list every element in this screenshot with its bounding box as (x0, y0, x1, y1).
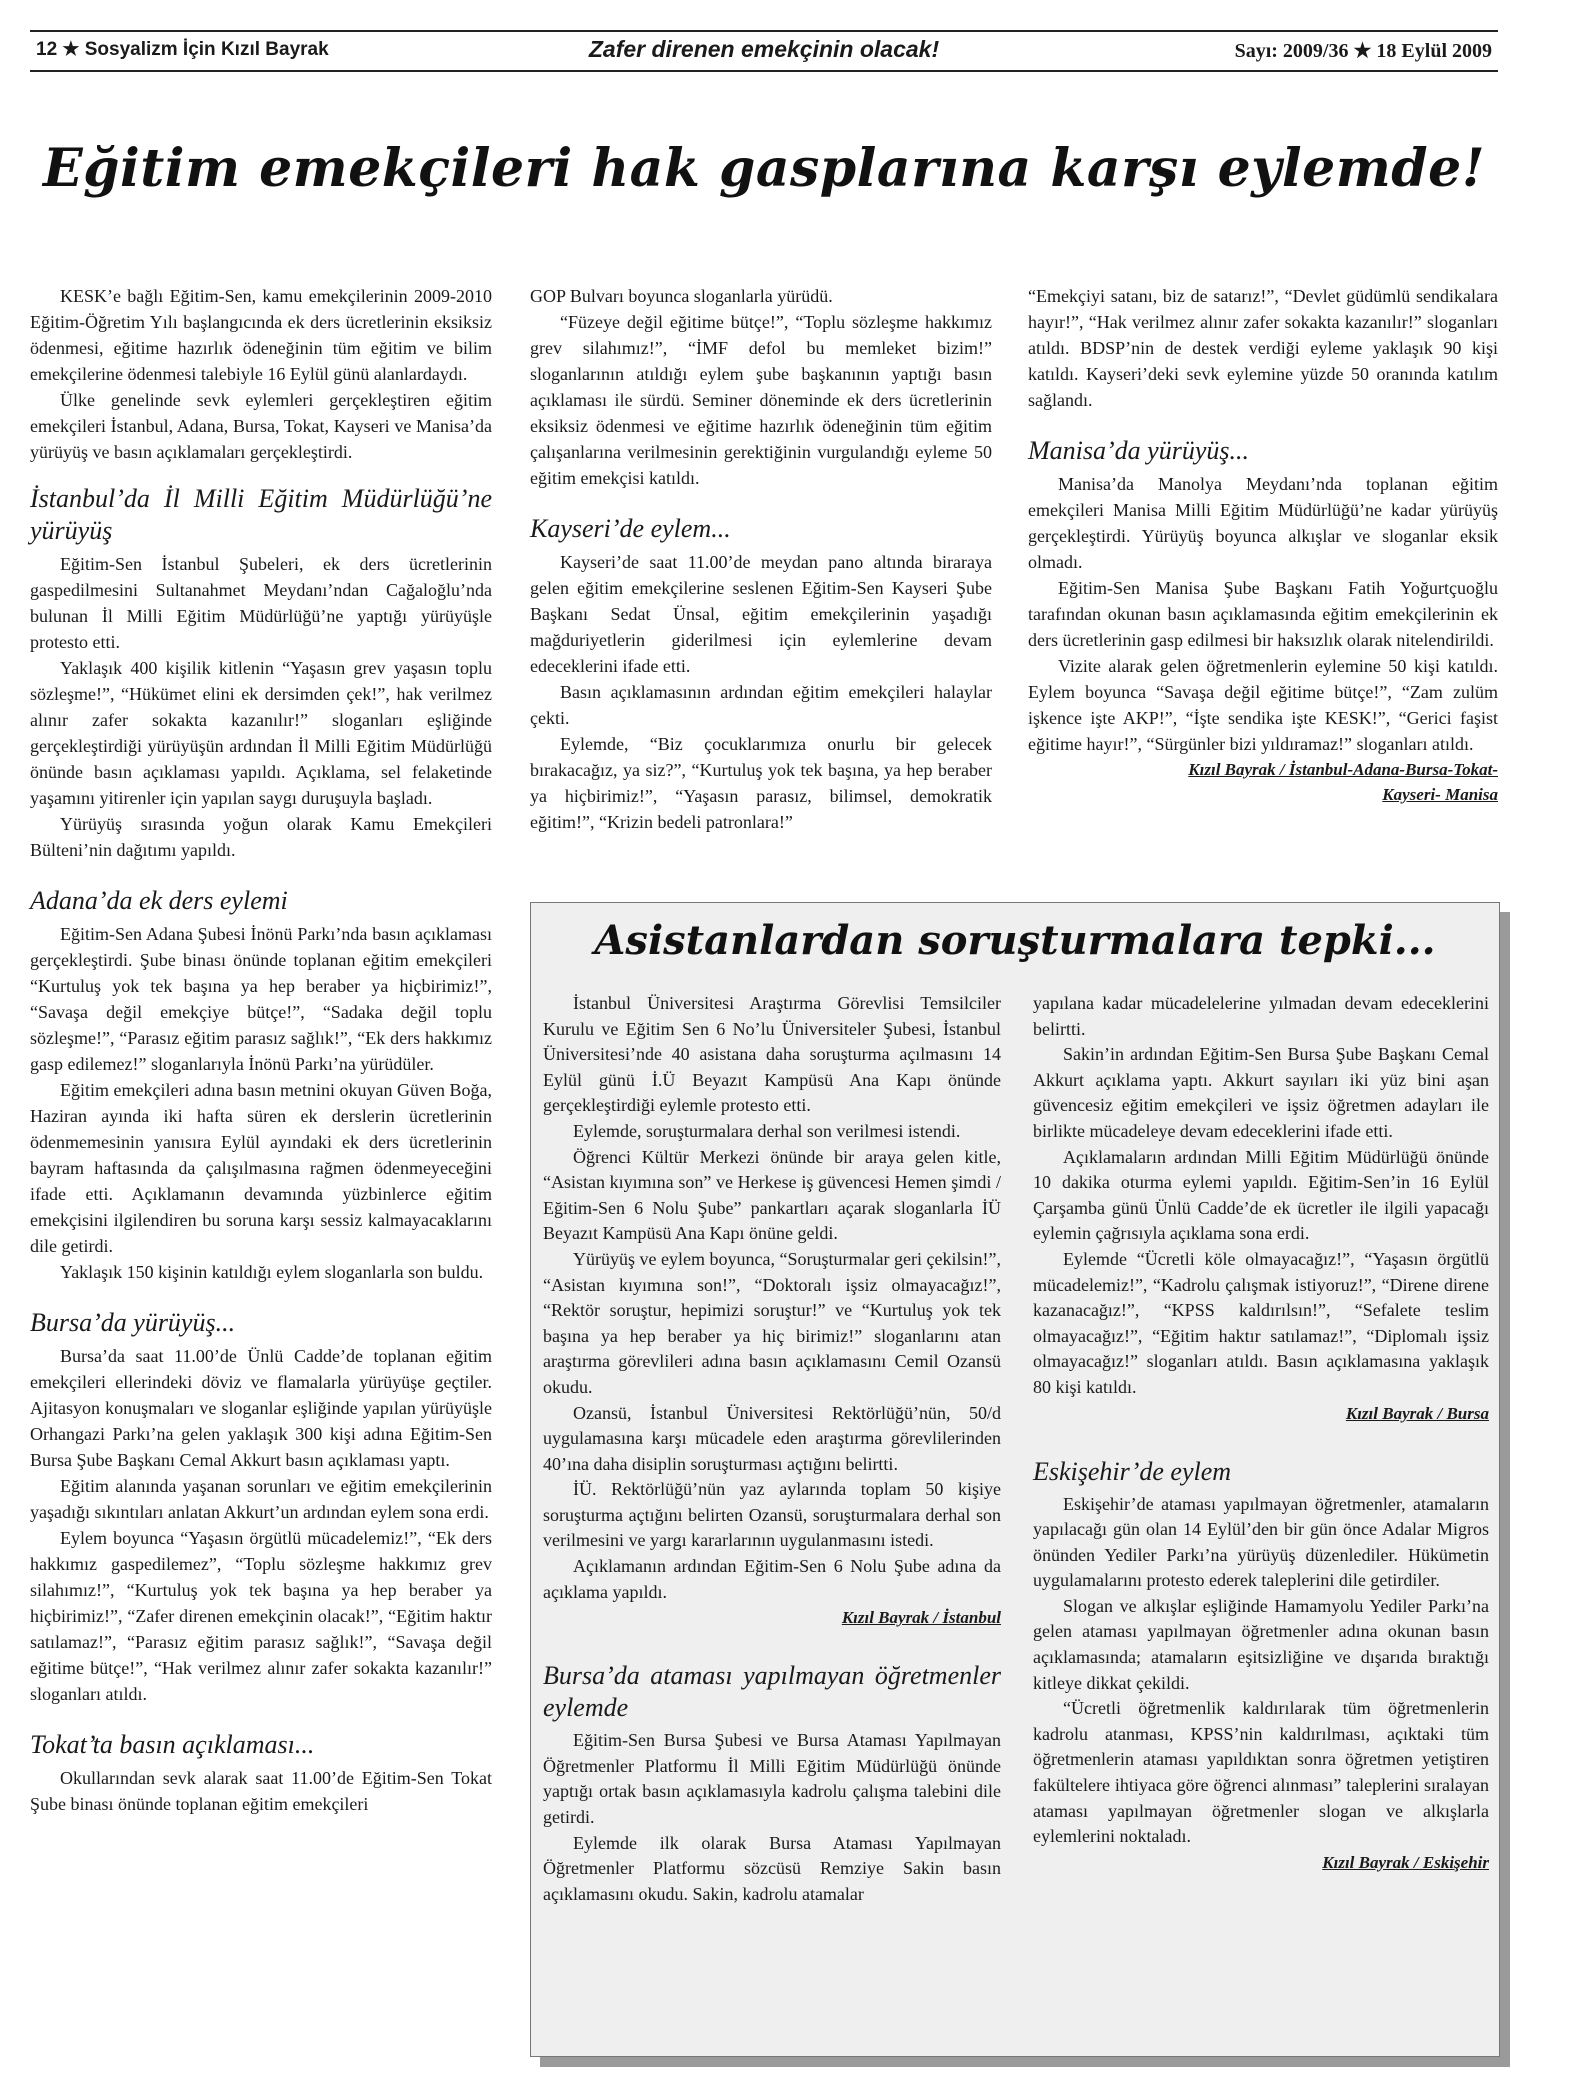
issue-date: Sayı: 2009/36 ★ 18 Eylül 2009 (1234, 40, 1492, 62)
paragraph: Kayseri’de saat 11.00’de meydan pano altında biraraya gelen eğitim emekçilerine seslenen Eğitim-Sen Kayseri Şube Başkanı Sedat Ünsal, eğitim emekçilerinin yaşadığı mağduriyetlerin giderilmesi için eylemlerine devam edeceklerini ifade etti. (530, 552, 992, 676)
paragraph: Bursa’da saat 11.00’de Ünlü Cadde’de toplanan eğitim emekçileri ellerindeki döviz ve flamalarla yürüyüşe geçtiler. Ajitasyon konuşmaları ve sloganlar eşliğinde yapılan yürüyüşle Orhangazi Parkı’na gelen yaklaşık 300 kişi adına Eğitim-Sen Bursa Şube Başkanı Cemal Akkurt basın açıklaması yaptı. (30, 1346, 492, 1470)
subheading-adana: Adana’da ek ders eylemi (30, 886, 288, 915)
subheading-istanbul: İstanbul’da İl Milli Eğitim Müdürlüğü’ne yürüyüş (30, 484, 492, 545)
article-column-1 (30, 283, 492, 1817)
article-column-2 (530, 283, 992, 835)
byline: Kızıl Bayrak / İstanbul (841, 1608, 1001, 1628)
paragraph: “Emekçiyi satanı, biz de satarız!”, “Devlet güdümlü sendikalara hayır!”, “Hak verilmez alınır zafer sokakta kazanılır!” sloganları atıldı. BDSP’nin de destek verdiği eyleme yaklaşık 90 kişi katıldı. Kayseri’deki sevk eylemine yüzde 50 oranında katılım sağlandı. (1028, 286, 1498, 410)
paragraph: Açıklamanın ardından Eğitim-Sen 6 Nolu Şube adına da açıklama yapıldı. (543, 1556, 1001, 1602)
paragraph: “Ücretli öğretmenlik kaldırılarak tüm öğretmenlerin kadrolu atanması, KPSS’nin kaldırılması, açıktaki tüm öğretmenlerin ataması yapıldıktan sonra öğretmen yetiştiren fakültelere ihtiyaca göre öğrenci alınması” taleplerini sıralayan ataması yapılmayan öğretmenler slogan ve alkışlarla eylemlerini noktaladı. (1033, 1698, 1489, 1847)
paragraph: Öğrenci Kültür Merkezi önünde bir araya gelen kitle, “Asistan kıyımına son” ve Herkese iş güvencesi Hemen şimdi / Eğitim-Sen 6 Nolu Şube” pankartları açarak sloganlarla İÜ Beyazıt Kampüsü Ana Kapı önüne geldi. (543, 1146, 1001, 1244)
paragraph: Eylemde, soruşturmalara derhal son verilmesi istendi. (573, 1120, 961, 1141)
byline-line-2: Kayseri- Manisa (1382, 785, 1498, 804)
paragraph: Eğitim-Sen Adana Şubesi İnönü Parkı’nda basın açıklaması gerçekleştirdi. Şube binası önünde toplanan eğitim emekçileri “Kurtuluş yok tek başına ya hep beraber ya hiçbirimiz!”, “Savaşa değil emekçiye bütçe!”, “Sadaka değil toplu sözleşme!”, “Parasız eğitim parasız sağlık!”, “Ek ders hakkımız gasp edilemez!” sloganlarıyla İnönü Parkı’na yürüdüler. (30, 924, 492, 1074)
paragraph: Yaklaşık 400 kişilik kitlenin “Yaşasın grev yaşasın toplu sözleşme!”, “Hükümet elini ek dersimden çek!”, hak verilmez alınır zafer sokakta kazanılır!” sloganları eşliğinde gerçekleştirdiği yürüyüşün ardından İl Milli Eğitim Müdürlüğü önünde basın açıklaması yapıldı. Açıklama, sel felaketinde yaşamını yitirenler için yapılan saygı duruşuyla başladı. (30, 658, 492, 808)
paragraph: Eğitim emekçileri adına basın metnini okuyan Güven Boğa, Haziran ayında iki hafta süren ek derslerin ücretlerinin ödenmemesinin yanısıra Eylül ayındaki ek ders ücretlerinin bayram haftasında da çalışılmasına rağmen ödenmeyeceğini ifade etti. Açıklamanın devamında yüzbinlerce eğitim emekçisini ilgilendiren bu soruna karşı sessiz kalmayacaklarını dile getirdi. (30, 1080, 492, 1256)
subheading-manisa: Manisa’da yürüyüş... (1028, 436, 1249, 465)
paragraph: Eylem boyunca “Yaşasın örgütlü mücadelemiz!”, “Ek ders hakkımız gaspedilemez”, “Toplu sözleşme hakkımız grev silahımız!”, “Kurtuluş yok tek başına ya hep beraber ya hiçbirimiz!”, “Zafer direnen emekçinin olacak!”, “Eğitim haktır satılamaz!”, “Parasız eğitim parasız sağlık!”, “Savaşa değil eğitime bütçe!”, “Hak verilmez alınır zafer sokakta kazanılır!” sloganları atıldı. (30, 1528, 492, 1704)
header-slogan: Zafer direnen emekçinin olacak! (588, 36, 940, 62)
subheading-bursa: Bursa’da yürüyüş... (30, 1308, 236, 1337)
byline: Kızıl Bayrak / Eskişehir (1322, 1852, 1489, 1872)
byline (1028, 757, 1498, 807)
paragraph: Eylemde “Ücretli köle olmayacağız!”, “Yaşasın örgütlü mücadelemiz!”, “Kadrolu çalışmak istiyoruz!”, “Direne direne kazanacağız!”, “KPSS kaldırılsın!”, “Sefalete teslim olmayacağız!”, “Eğitim haktır satılamaz!”, “Diplomalı işsiz olmayacağız!” sloganları atıldı. Basın açıklamasına yaklaşık 80 kişi katıldı. (1033, 1248, 1489, 1397)
paragraph: Manisa’da Manolya Meydanı’nda toplanan eğitim emekçileri Manisa Milli Eğitim Müdürlüğü’ne kadar yürüyüş gerçekleştirdi. Yürüyüş boyunca alkışlar ve sloganlar eksik olmadı. (1028, 474, 1498, 572)
paragraph: Vizite alarak gelen öğretmenlerin eylemine 50 kişi katıldı. Eylem boyunca “Savaşa değil eğitime bütçe!”, “Zam zulüm işkence işte AKP!”, “İşte sendika işte KESK!”, “Gerici faşist eğitime hayır!”, “Sürgünler bizi yıldıramaz!” sloganları atıldı. (1028, 656, 1498, 754)
box-column-right (1033, 991, 1489, 1875)
paragraph: Slogan ve alkışlar eşliğinde Hamamyolu Yediler Parkı’na gelen ataması yapılmayan öğretmenler adına okunan basın açıklamasında; atamaların eşitsizliğine ve dışarıda bıraktığı kitleye dikkat çekildi. (1033, 1595, 1489, 1693)
byline: Kızıl Bayrak / Bursa (1345, 1403, 1489, 1423)
subheading-kayseri: Kayseri’de eylem... (530, 514, 731, 543)
box-headline: Asistanlardan soruşturmalara tepki... (594, 917, 1436, 964)
subheading-bursa-teachers: Bursa’da ataması yapılmayan öğretmenler eylemde (543, 1661, 1001, 1723)
paragraph: Açıklamaların ardından Milli Eğitim Müdürlüğü önünde 10 dakika oturma eylemi yapıldı. Eğitim-Sen’in 16 Eylül Çarşamba günü Ünlü Cadde’de ek ücretler ile ilgili yapacağı eylemin çağrısıyla açıklama sona erdi. (1033, 1146, 1489, 1244)
page-number-section: 12 ★ Sosyalizm İçin Kızıl Bayrak (36, 39, 329, 60)
byline-line-1: Kızıl Bayrak / İstanbul-Adana-Bursa-Tokat- (1188, 760, 1498, 779)
boxed-article (530, 902, 1500, 2057)
box-column-left (543, 991, 1001, 1907)
paragraph: Eğitim alanında yaşanan sorunları ve eğitim emekçilerinin yaşadığı sıkıntıları anlatan Akkurt’un ardından eylem sona erdi. (30, 1476, 492, 1522)
paragraph: Basın açıklamasının ardından eğitim emekçileri halaylar çekti. (530, 682, 992, 728)
paragraph: “Füzeye değil eğitime bütçe!”, “Toplu sözleşme hakkımız grev silahımız!”, “İMF defol bu memleket bizim!” sloganlarının atıldığı eylem şube başkanının yaptığı basın açıklaması ile sürdü. Seminer döneminde ek ders ücretlerinin eksiksiz ödenmesi ve eğitime hazırlık ödeneğinin tüm eğitim çalışanlarına verilmesinin gerektiğinin vurgulandığı eyleme 50 eğitim emekçisi katıldı. (530, 312, 992, 488)
paragraph: Eğitim-Sen Bursa Şubesi ve Bursa Ataması Yapılmayan Öğretmenler Platformu İl Milli Eğitim Müdürlüğü önünde yaptığı ortak basın açıklamasıyla kadrolu çalışma talebini dile getirdi. (543, 1730, 1001, 1828)
paragraph: Eskişehir’de ataması yapılmayan öğretmenler, atamaların yapılacağı gün olan 14 Eylül’den bir gün önce Adalar Migros önünden Yediler Parkı’na yürüyüş düzenlediler. Hükümetin uygulamalarını protesto ederek taleplerini dile getirdiler. (1033, 1493, 1489, 1591)
main-headline: Eğitim emekçileri hak gasplarına karşı eylemde! (42, 138, 1486, 199)
paragraph: yapılana kadar mücadelelerine yılmadan devam edeceklerini belirtti. (1033, 993, 1489, 1039)
paragraph: KESK’e bağlı Eğitim-Sen, kamu emekçilerinin 2009-2010 Eğitim-Öğretim Yılı başlangıcında ek ders ücretlerinin eksiksiz ödenmesi, eğitime hazırlık ödeneğinin tüm eğitim ve bilim emekçilerine ödenmesi talebiyle 16 Eylül günü alanlardaydı. (30, 286, 492, 384)
paragraph: Eylemde ilk olarak Bursa Ataması Yapılmayan Öğretmenler Platformu sözcüsü Remziye Sakin basın açıklamasını okudu. Sakin, kadrolu atamalar (543, 1832, 1001, 1904)
paragraph: Yürüyüş ve eylem boyunca, “Soruşturmalar geri çekilsin!”, “Asistan kıyımına son!”, “Doktoralı işsiz olmayacağız!”, “Rektör soruştur, hepimizi soruştur!” ve “Kurtuluş yok tek başına ya hep beraber ya hiç birimiz!” sloganlarını atan araştırma görevlileri adına basın açıklamasını Cemil Ozansü okudu. (543, 1248, 1001, 1397)
paragraph: İstanbul Üniversitesi Araştırma Görevlisi Temsilciler Kurulu ve Eğitim Sen 6 No’lu Üniversiteler Şubesi, İstanbul Üniversitesi’nde 40 asistana daha soruşturma açılmasını 14 Eylül günü İ.Ü Beyazıt Kampüsü Ana Kapı önünde gerçekleştirdiği eylemle protesto etti. (543, 993, 1001, 1116)
paragraph: GOP Bulvarı boyunca sloganlarla yürüdü. (530, 286, 833, 306)
paragraph: Yürüyüş sırasında yoğun olarak Kamu Emekçileri Bülteni’nin dağıtımı yapıldı. (30, 814, 492, 860)
paragraph: Okullarından sevk alarak saat 11.00’de Eğitim-Sen Tokat Şube binası önünde toplanan eğitim emekçileri (30, 1768, 492, 1814)
page-header (30, 30, 1498, 72)
article-column-3 (1028, 283, 1498, 807)
paragraph: İÜ. Rektörlüğü’nün yaz aylarında toplam 50 kişiye soruşturma açtığını belirten Ozansü, soruşturmalara derhal son verilmesini ve yargı kararlarının uygulanmasını istedi. (543, 1479, 1001, 1551)
paragraph: Ülke genelinde sevk eylemleri gerçekleştiren eğitim emekçileri İstanbul, Adana, Bursa, Tokat, Kayseri ve Manisa’da yürüyüş ve basın açıklamaları gerçekleştirdi. (30, 390, 492, 462)
subheading-eskisehir: Eskişehir’de eylem (1033, 1456, 1232, 1486)
paragraph: Eylemde, “Biz çocuklarımıza onurlu bir gelecek bırakacağız, ya siz?”, “Kurtuluş yok tek başına, ya hep beraber ya hiçbirimiz!”, “Yaşasın parasız, bilimsel, demokratik eğitim!”, “Krizin bedeli patronlara!” (530, 734, 992, 832)
paragraph: Ozansü, İstanbul Üniversitesi Rektörlüğü’nün, 50/d uygulamasına karşı mücadele eden araştırma görevlilerinden 40’ına daha disiplin soruşturması açtığını belirtti. (543, 1402, 1001, 1474)
paragraph: Eğitim-Sen İstanbul Şubeleri, ek ders ücretlerinin gaspedilmesini Sultanahmet Meydanı’ndan Cağaloğlu’nda bulunan İl Milli Eğitim Müdürlüğü’ne yaptığı yürüyüşle protesto etti. (30, 554, 492, 652)
subheading-tokat: Tokat’ta basın açıklaması... (30, 1730, 315, 1759)
paragraph: Eğitim-Sen Manisa Şube Başkanı Fatih Yoğurtçuoğlu tarafından okunan basın açıklamasında eğitim emekçilerinin ek ders ücretlerinin gasp edilmesi bir haksızlık olarak nitelendirildi. (1028, 578, 1498, 650)
paragraph: Yaklaşık 150 kişinin katıldığı eylem sloganlarla son buldu. (60, 1262, 484, 1282)
paragraph: Sakin’in ardından Eğitim-Sen Bursa Şube Başkanı Cemal Akkurt açıklama yaptı. Akkurt sayıları iki yüz bini aşan güvencesiz eğitim emekçileri ve işsiz öğretmen adayları ile birlikte mücadeleye devam edeceklerini ifade etti. (1033, 1044, 1489, 1141)
